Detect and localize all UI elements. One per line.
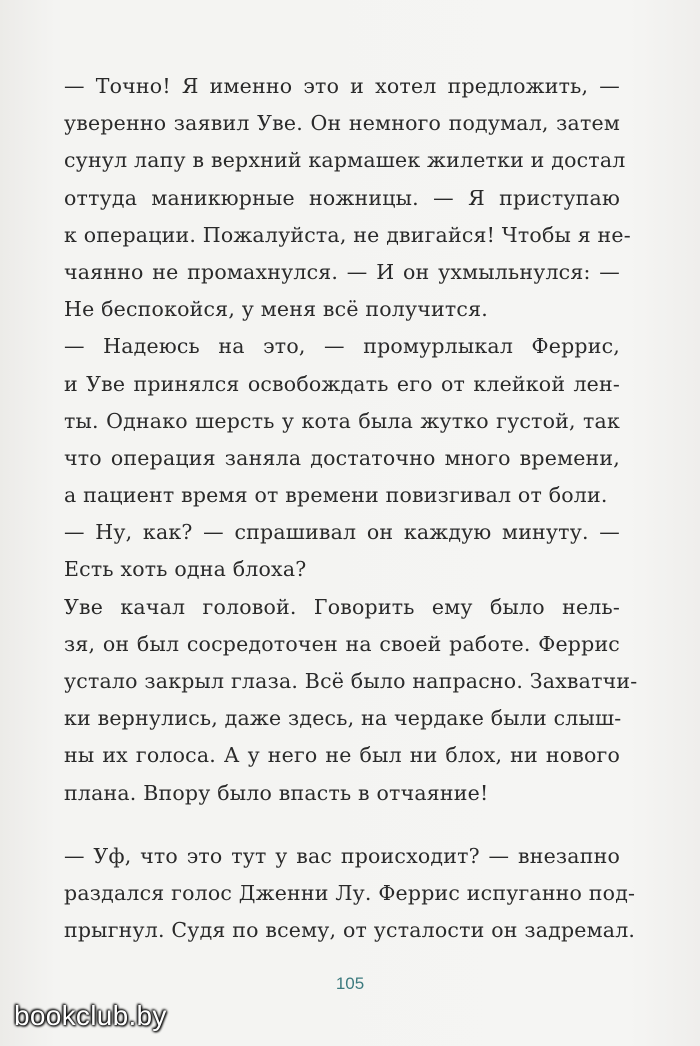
text-block-main: [64, 68, 638, 812]
text-line: Уве качал головой. Говорить ему было нель-: [64, 594, 620, 619]
text-line: прыгнул. Судя по всему, от усталости он задремал.: [64, 918, 636, 943]
text-line: оттуда маникюрные ножницы. — Я приступаю: [64, 185, 620, 210]
page-number: 105: [335, 974, 365, 993]
text-line: плана. Впору было впасть в отчаяние!: [64, 780, 489, 805]
text-line: зя, он был сосредоточен на своей работе. Феррис: [64, 631, 620, 656]
text-line: ки вернулись, даже здесь, на чердаке были слыш-: [64, 706, 622, 731]
text-line: раздался голос Дженни Лу. Феррис испуганно под-: [64, 881, 636, 906]
text-line: ты. Однако шерсть у кота была жутко густой, так: [64, 408, 620, 433]
text-line: и Уве принялся освобождать его от клейкой лен-: [64, 371, 620, 396]
text-line: к операции. Пожалуйста, не двигайся! Чтобы я не-: [64, 222, 631, 247]
text-line: а пациент время от времени повизгивал от боли.: [64, 483, 608, 508]
text-line: сунул лапу в верхний кармашек жилетки и достал: [64, 148, 626, 173]
text-line: чаянно не промахнулся. — И он ухмыльнулся: —: [64, 259, 620, 284]
text-line: Есть хоть одна блоха?: [64, 557, 307, 582]
text-line: ны их голоса. А у него не был ни блох, ни нового: [64, 743, 620, 768]
text-line: — Надеюсь на это, — промурлыкал Феррис,: [64, 334, 620, 359]
text-line: устало закрыл глаза. Всё было напрасно. Захватчи-: [64, 669, 638, 693]
text-line: что операция заняла достаточно много времени,: [64, 445, 620, 470]
watermark: bookclub.by: [14, 1000, 167, 1031]
text-line: — Точно! Я именно это и хотел предложить, —: [64, 74, 620, 98]
text-line: Не беспокойся, у меня всё получится.: [64, 297, 488, 322]
text-line: — Ну, как? — спрашивал он каждую минуту. —: [64, 520, 620, 545]
text-block-scene-break: [64, 838, 636, 950]
text-line: уверенно заявил Уве. Он немного подумал, затем: [64, 111, 620, 136]
text-line: — Уф, что это тут у вас происходит? — внезапно: [64, 844, 620, 868]
